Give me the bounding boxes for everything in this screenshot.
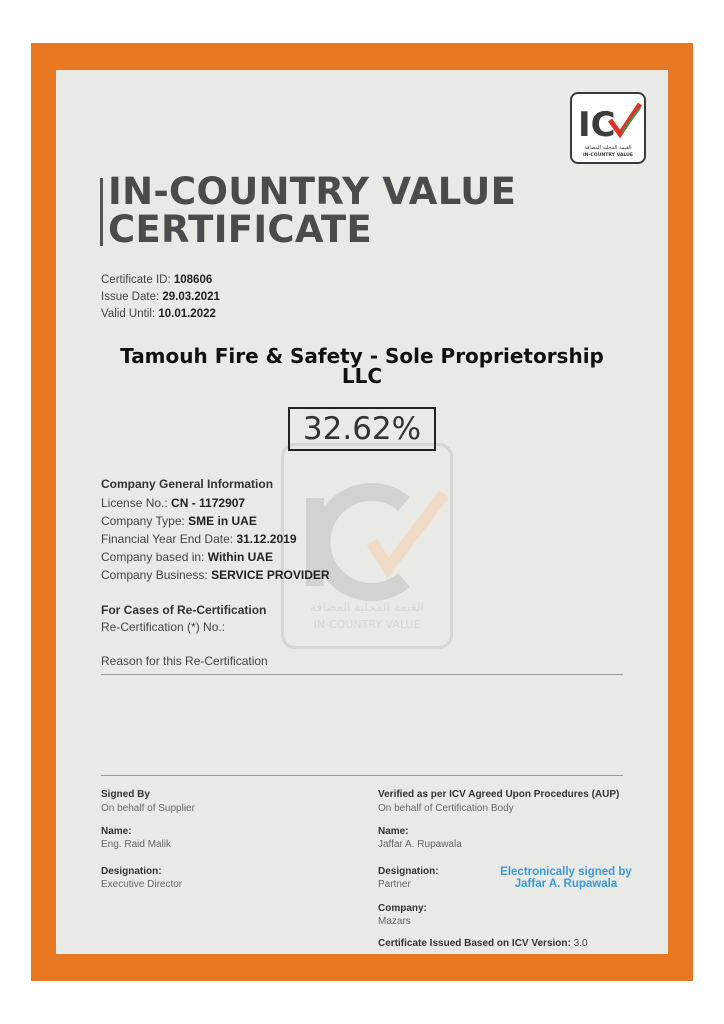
certificate-title — [108, 170, 517, 251]
icv-version-row — [378, 938, 588, 949]
general-info-heading: Company General Information — [101, 477, 274, 491]
esign-line-2: Jaffar A. Rupawala — [514, 878, 618, 890]
watermark-arabic: القيمة المحلية المضافة — [310, 600, 424, 614]
verifier-heading: Verified as per ICV Agreed Upon Procedures (AUP) — [378, 789, 620, 800]
valid-until-label: Valid Until: — [101, 308, 156, 320]
icv-score: 32.62% — [288, 407, 436, 451]
company-name-line-2: LLC — [341, 364, 383, 388]
fy-end-row — [101, 532, 297, 546]
certificate-id-value: 108606 — [173, 274, 213, 286]
watermark-english: IN-COUNTRY VALUE — [313, 618, 421, 631]
divider-bottom — [101, 775, 623, 776]
icv-checkmark-icon — [572, 94, 644, 162]
title-accent-bar — [100, 178, 103, 246]
issue-date-value: 29.03.2021 — [162, 291, 220, 303]
fy-end-label: Financial Year End Date: — [101, 532, 234, 546]
issue-date-label: Issue Date: — [101, 291, 160, 303]
verifier-subheading: On behalf of Certification Body — [378, 803, 514, 814]
fy-end-value: 31.12.2019 — [236, 532, 297, 546]
business-value: SERVICE PROVIDER — [211, 568, 330, 582]
watermark-logo — [281, 443, 453, 649]
logo-arabic: القيمة المحلية المضافة — [584, 145, 632, 151]
electronic-signature — [496, 866, 636, 890]
verifier-company-label: Company: — [378, 903, 427, 914]
issue-date-row — [101, 291, 220, 303]
license-label: License No.: — [101, 496, 168, 510]
supplier-name-label: Name: — [101, 826, 132, 837]
based-in-row — [101, 550, 273, 564]
icv-logo — [570, 92, 646, 164]
logo-english: IN-COUNTRY VALUE — [582, 153, 634, 158]
company-type-label: Company Type: — [101, 514, 185, 528]
based-in-value: Within UAE — [207, 550, 273, 564]
divider-top — [101, 674, 623, 675]
company-name — [56, 346, 668, 386]
valid-until-row — [101, 308, 216, 320]
esign-line-1: Electronically signed by — [500, 866, 632, 878]
license-value: CN - 1172907 — [171, 496, 246, 510]
verifier-designation: Partner — [378, 879, 411, 890]
supplier-name: Eng. Raid Malik — [101, 839, 172, 850]
business-label: Company Business: — [101, 568, 208, 582]
certificate-id-label: Certificate ID: — [101, 274, 171, 286]
title-line-2: CERTIFICATE — [108, 208, 373, 251]
supplier-designation-label: Designation: — [101, 866, 162, 877]
verifier-name: Jaffar A. Rupawala — [378, 839, 462, 850]
watermark-icv-icon — [284, 446, 450, 646]
recert-number-label: Re-Certification (*) No.: — [101, 620, 226, 634]
logo-letters: IC — [578, 105, 616, 145]
certificate-sheet — [56, 70, 668, 954]
supplier-heading: Signed By — [101, 789, 150, 800]
title-line-1: IN-COUNTRY VALUE — [108, 170, 517, 213]
icv-version-value: 3.0 — [573, 938, 588, 949]
license-row — [101, 496, 245, 510]
company-name-line-1: Tamouh Fire & Safety - Sole Proprietorship — [120, 344, 604, 368]
icv-version-label: Certificate Issued Based on ICV Version: — [378, 938, 571, 949]
verifier-name-label: Name: — [378, 826, 409, 837]
valid-until-value: 10.01.2022 — [158, 308, 216, 320]
verifier-company: Mazars — [378, 916, 411, 927]
supplier-subheading: On behalf of Supplier — [101, 803, 195, 814]
company-type-value: SME in UAE — [188, 514, 257, 528]
recert-reason-label: Reason for this Re-Certification — [101, 654, 268, 668]
verifier-designation-label: Designation: — [378, 866, 439, 877]
supplier-designation: Executive Director — [101, 879, 183, 890]
company-type-row — [101, 514, 257, 528]
recert-heading: For Cases of Re-Certification — [101, 603, 267, 617]
business-row — [101, 568, 330, 582]
certificate-id-row — [101, 274, 212, 286]
based-in-label: Company based in: — [101, 550, 205, 564]
